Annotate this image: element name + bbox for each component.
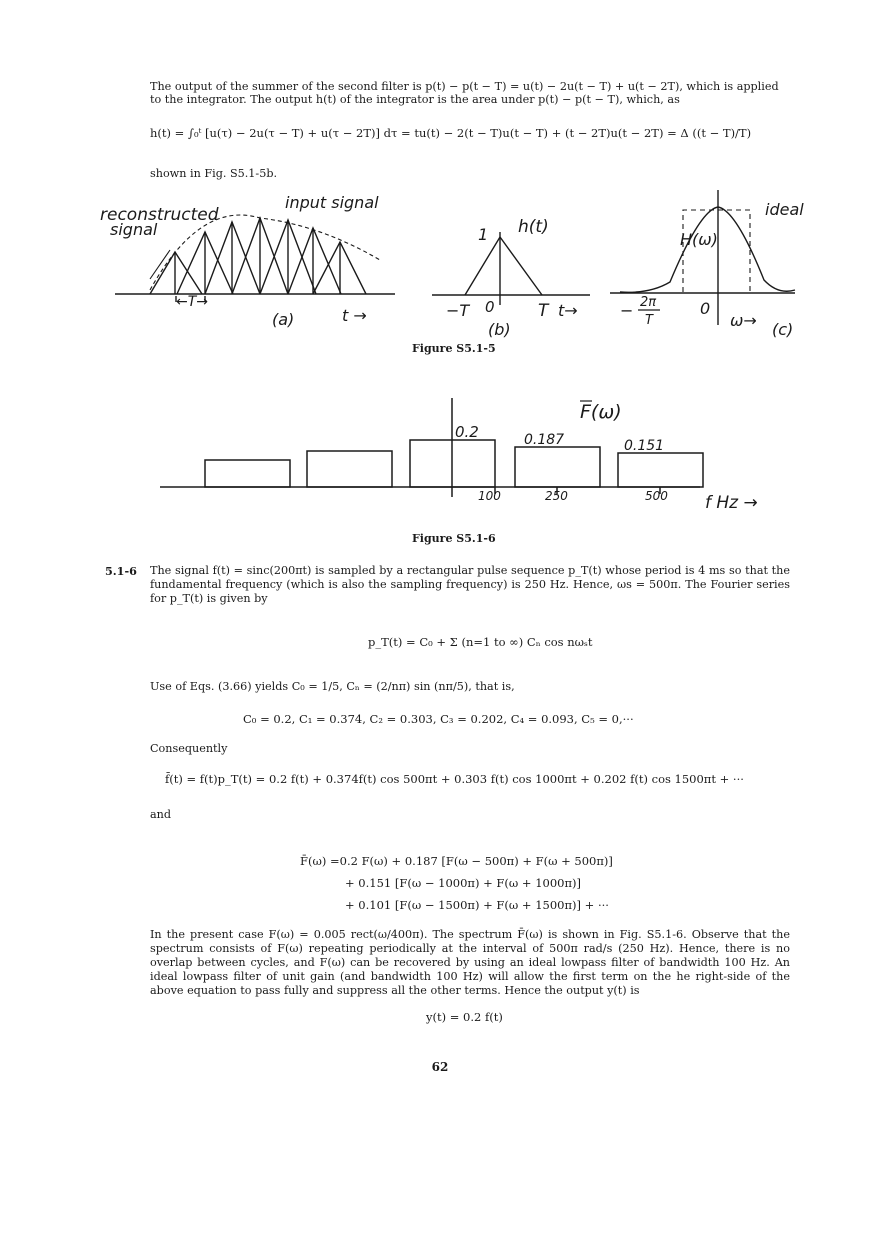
problem-paragraph-1: The signal f(t) = sinc(200πt) is sampled by a rectangular pulse sequence p_T(t) whose period is 4 ms so that the fundamental frequency (which is also the sampling frequency) is 250 Hz. Hence, ωs = 500π. The Fourier series for p_T(t) is given by (150, 564, 790, 605)
figure-5b (432, 232, 590, 305)
tick-250: 250 (545, 489, 568, 503)
triangle-h (465, 237, 542, 295)
figure-6-caption: Figure S5.1-6 (412, 532, 496, 545)
and-text: and (150, 808, 172, 821)
equation-y: y(t) = 0.2 f(t) (426, 1010, 503, 1024)
figure-5-graphic (0, 180, 880, 350)
label-reconstructed: reconstructed (100, 205, 219, 225)
label-5c-2pi: 2π (640, 295, 657, 310)
label-5c-zero: 0 (700, 299, 711, 318)
label-5c-T: T (645, 313, 653, 328)
label-5c-sub: (c) (772, 320, 794, 339)
spectrum-pulse-1 (205, 460, 290, 487)
equation-F-line-2: + 0.151 [F(ω − 1000π) + F(ω + 1000π)] (345, 876, 581, 890)
label-5b-T: T (538, 301, 549, 321)
label-5a-T: ←T→ (176, 294, 209, 310)
spectrum-pulse-2 (307, 451, 392, 487)
equation-series: p_T(t) = C₀ + Σ (n=1 to ∞) Cₙ cos nωₛt (368, 635, 593, 649)
label-input-signal: input signal (285, 193, 379, 212)
spectrum-pulse-5 (618, 453, 703, 487)
figure-6-graphic (0, 390, 880, 520)
equation-F-line-3: + 0.101 [F(ω − 1500π) + F(ω + 1500π)] + ··· (345, 898, 609, 912)
H-curve (620, 207, 795, 292)
page-number: 62 (431, 1060, 449, 1074)
shown-text: shown in Fig. S5.1-5b. (150, 167, 278, 180)
label-5c-neg: − (620, 301, 634, 320)
consequently-text: Consequently (150, 742, 228, 755)
intro-line-1: The output of the summer of the second filter is p(t) − p(t − T) = u(t) − 2u(t − T) + u(t − 2T), which is applied (150, 80, 779, 93)
label-5a-t: t → (342, 306, 367, 325)
figure-5-caption: Figure S5.1-5 (412, 342, 496, 355)
label-signal: signal (110, 220, 158, 239)
label-5b-zero: 0 (485, 298, 495, 316)
label-6-v2: 0.187 (524, 432, 565, 448)
problem-number: 5.1-6 (105, 564, 137, 578)
label-5b-negT: −T (446, 301, 470, 320)
tick-100: 100 (478, 489, 501, 503)
label-6-F: F(ω) (580, 401, 622, 423)
tick-500: 500 (645, 489, 668, 503)
label-5c-omega: ω→ (730, 311, 757, 330)
equation-fbar: f̄(t) = f(t)p_T(t) = 0.2 f(t) + 0.374f(t) cos 500πt + 0.303 f(t) cos 1000πt + 0.202 f(t) cos 1500πt + ··· (165, 772, 744, 786)
equation-h: h(t) = ∫₀ᵗ [u(τ) − 2u(τ − T) + u(τ − 2T)] dτ = tu(t) − 2(t − T)u(t − T) + (t − 2T)u(t − 2T) = Δ ((t − T)/T) (150, 126, 752, 140)
label-5c-H: H(ω) (680, 230, 718, 249)
label-6-v1: 0.2 (455, 423, 479, 441)
spectrum-pulse-4 (515, 447, 600, 487)
label-5b-t: t→ (558, 301, 578, 320)
label-5b-sub: (b) (488, 320, 511, 339)
coefficients-line: C₀ = 0.2, C₁ = 0.374, C₂ = 0.303, C₃ = 0.202, C₄ = 0.093, C₅ = 0,··· (243, 712, 634, 726)
equation-F-line-1: F̄(ω) =0.2 F(ω) + 0.187 [F(ω − 500π) + F(ω + 500π)] (300, 854, 613, 868)
label-6-v3: 0.151 (624, 438, 665, 454)
label-5b-h: h(t) (518, 217, 549, 237)
label-5c-ideal: ideal (765, 200, 804, 219)
ideal-filter (683, 210, 750, 292)
intro-line-2: to the integrator. The output h(t) of the integrator is the area under p(t) − p(t − T), which, as (150, 93, 680, 106)
final-paragraph: In the present case F(ω) = 0.005 rect(ω/400π). The spectrum F̄(ω) is shown in Fig. S5.1-6. Observe that the spectrum consists of F(ω) repeating periodically at the interval of 500π rad/s (250 Hz). Hence, there is no overlap between cycles, and F(ω) can be recovered by using an ideal lowpass filter of bandwidth 100 Hz. An ideal lowpass filter of unit gain (and bandwidth 100 Hz) will allow the first term on the he right-side of the above equation to pass fully and suppress all the other terms. Hence the output y(t) is (150, 928, 790, 997)
label-5a-sub: (a) (272, 310, 295, 329)
label-5b-one: 1 (478, 225, 489, 244)
axis-6-unit: f Hz → (705, 493, 758, 513)
eqs-use-text: Use of Eqs. (3.66) yields C₀ = 1/5, Cₙ = (2/nπ) sin (nπ/5), that is, (150, 680, 515, 693)
